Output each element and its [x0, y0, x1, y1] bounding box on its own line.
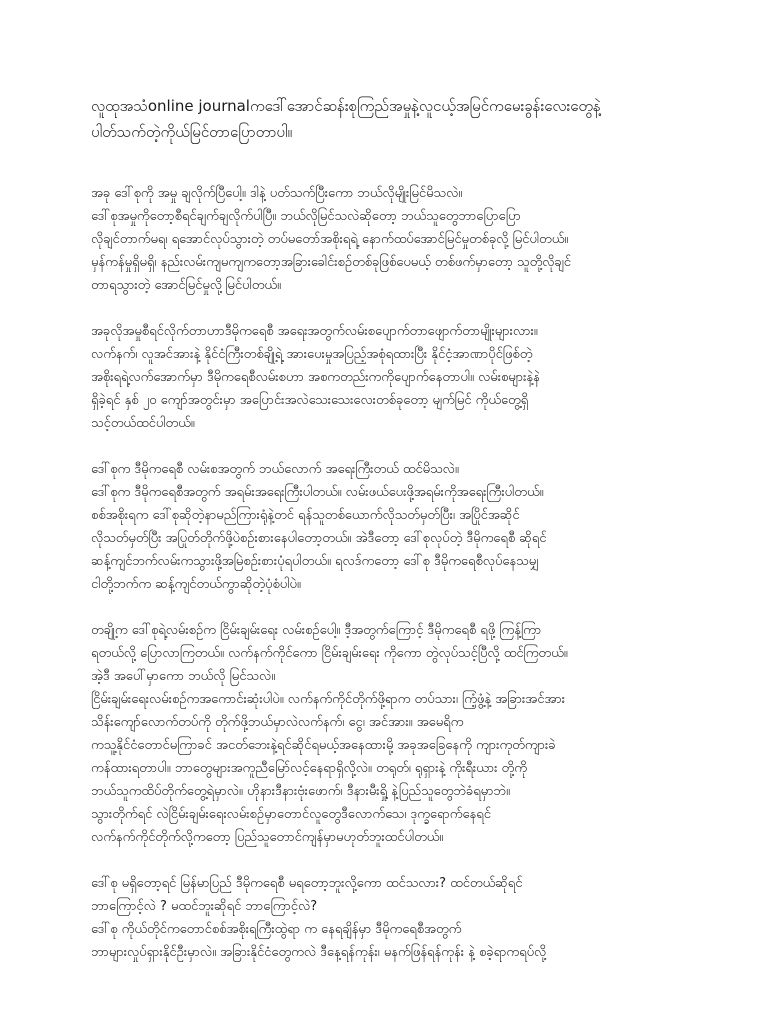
text-line: လက်နက်ကိုင်တိုက်လို့ကတော့ ပြည်သူတောင်ကျန်မှာမဟုတ်ဘူးထင်ပါတယ်။	[91, 830, 444, 845]
paragraph-3	[91, 458, 691, 596]
intro-line: လူထုအသံonline journalကဒေါ်အောင်ဆန်းစုကြည်အမှုနဲ့လူငယ့်အမြင်ကမေးခွန်းလေးတွေနဲ့	[91, 97, 601, 115]
text-line: ရှိခဲ့ရင် နှစ် ၂၀ ကျော်အတွင်းမှာ အပြောင်းအလဲသေးသေးလေးတစ်ခုတော့ မျက်မြင် ကိုယ်တွေ့ရှိ	[91, 393, 529, 408]
text-line: ကသူ့နိုင်ငံတောင်မကြာခင် အငတ်ဘေးနဲ့ရင်ဆိုင်ရမယ့်အနေထားမို့ အခုအခြေနေကို ကျားကုတ်ကျားခဲ	[91, 738, 556, 753]
text-line: လိုချင်တာက်မရ၊ ရအောင်လုပ်သွားတဲ့ တပ်မတော်အစိုးရရဲ့ နောက်ထပ်အောင်မြင်မှုတစ်ခုလို့ မြင်ပါတယ်။	[91, 232, 569, 247]
text-line: ငြိမ်းချမ်းရေးလမ်းစဉ်ကအကောင်းဆုံးပါပဲ။ လက်နက်ကိုင်တိုက်ဖို့ရာက တပ်သား၊ ကြံ့ဖွံ့နဲ့ အခြားအင်အား	[91, 692, 566, 707]
text-line: ဘယ်သူကထိပ်တိုက်တွေ့ရဲမှာလဲ။ ဟိုနားဒီနားဗုံးဖောက်၊ ဒီနားမီးရှို့ နဲ့ပြည်သူတွေဘဲခံရမှာဘဲ။	[91, 784, 510, 799]
paragraph-5	[91, 872, 691, 964]
paragraph-1	[91, 182, 691, 297]
text-line: လိုသတ်မှတ်ပြီး အပြုတ်တိုက်ဖို့ပဲစဉ်းစားနေပါတော့တယ်။ အဲဒီတော့ ဒေါ်စုလုပ်တဲ့ ဒီမိုကရေစီ ဆိုရင်	[91, 531, 547, 546]
text-line: မှန်ကန်မှုရှိမရှိ၊ နည်းလမ်းကျမကျကတော့အခြားခေါင်းစဉ်တစ်ခုဖြစ်ပေမယ့် တစ်ဖက်မှာတော့ သူတို့လိုချင်	[91, 255, 572, 270]
text-line: စစ်အစိုးရက ဒေါ်စုဆိုတဲ့နာမည်ကြားရုံနဲ့တင် ရန်သူတစ်ယောက်လိုသတ်မှတ်ပြီး၊ အပြိုင်အဆိုင်	[91, 508, 520, 523]
text-line: အခု ဒေါ်စုကို အမှု ချလိုက်ပြီပေါ့။ ဒါနဲ့ ပတ်သက်ပြီးကော ဘယ်လိုမျိုးမြင်မိသလဲ။	[91, 186, 463, 201]
text-line: ဒေါ်စု မရှိတော့ရင် မြန်မာပြည် ဒီမိုကရေစီ မရတော့ဘူးလို့ကော ထင်သလား? ထင်တယ်ဆိုရင်	[91, 876, 523, 891]
text-line: ဆန့်ကျင်ဘက်လမ်းကသွားဖို့အမြဲစဉ်းစားပုံရပါတယ်။ ရလဒ်ကတော့ ဒေါ်စု ဒီမိုကရေစီလုပ်နေသမျှ	[91, 554, 539, 569]
text-line: ကန်ထားရတာပါ။ ဘာတွေများအကူညီမြော်လင့်နေရာရှိလို့လဲ။ တရုတ်၊ ရုရှားနဲ့ ကိုးရီးယား တို့ကို	[91, 761, 527, 776]
text-line: တာရသွားတဲ့ အောင်မြင်မှုလို့မြင်ပါတယ်။	[91, 278, 281, 293]
text-line: သင့်တယ်ထင်ပါတယ်။	[91, 416, 195, 431]
text-line: ဒေါ်စုက ဒီမိုကရေစီအတွက် အရမ်းအရေးကြီးပါတယ်။ လမ်းဖယ်ပေးဖို့အရမ်းကိုအရေးကြီးပါတယ်။	[91, 485, 544, 500]
text-line: ဘာကြောင့်လဲ ? မထင်ဘူးဆိုရင် ဘာကြောင့်လဲ?	[91, 899, 318, 914]
intro-line: ပါတ်သက်တဲ့ကိုယ်မြင်တာပြောတာပါ။	[91, 123, 293, 141]
text-line: ငါတို့ဘက်က ဆန့်ကျင်တယ်ကွာဆိုတဲ့ပုံစံပါပဲ။	[91, 577, 301, 592]
text-line: အခုလိုအမှုစီရင်လိုက်တာဟာဒီမိုကရေစီ အရေးအတွက်လမ်းစပျောက်တာဖျောက်တာမျိုးများလား။	[91, 324, 538, 339]
document-body	[91, 182, 691, 987]
paragraph-2	[91, 320, 691, 435]
text-line: ဒေါ်စုက ဒီမိုကရေစီ လမ်းစအတွက် ဘယ်လောက် အရေးကြီးတယ် ထင်မိသလဲ။	[91, 462, 459, 477]
text-line: သွားတိုက်ရင် လဲငြိမ်းချမ်းရေးလမ်းစဉ်မှာတောင်လူတွေဒီလောက်သေ၊ ဒုက္ခရောက်နေရင်	[91, 807, 491, 822]
text-line: လက်နက်၊ လူအင်အားနဲ့ နိုင်ငံကြီးတစ်ချို့ရဲ့ အားပေးမှုအပြည့်အစုံရထားပြီး နိုင်ငံ့အာဏာပိုင်ဖြစ်တဲ့	[91, 347, 533, 362]
text-line: ဒေါ်စု ကိုယ်တိုင်ကတောင်စစ်အစိုးရကြီးထွဲရာ က နေရချိန်မှာ ဒီမိုကရေစီအတွက်	[91, 922, 462, 937]
text-line: ဒေါ်စုအမှုကိုတော့စီရင်ချက်ချလိုက်ပါပြီ။ ဘယ်လိုမြင်သလဲဆိုတော့ ဘယ်သူတွေဘာပြောပြော	[91, 209, 521, 224]
text-line: အဲ့ဒီ အပေါ်မှာကော ဘယ်လို မြင်သလဲ။	[91, 669, 276, 684]
intro-heading	[91, 93, 691, 145]
text-line: တချို့က ဒေါ်စုရဲ့လမ်းစဉ်က ငြိမ်းချမ်းရေး လမ်းစဉ်ပေါ့။ ဒီ့အတွက်ကြောင့် ဒီမိုကရေစီ ရဖို့ ကြန့်ကြာ	[91, 623, 542, 638]
text-line: ရတယ်လို့ ပြောလာကြတယ်။ လက်နက်ကိုင်ကော ငြိမ်းချမ်းရေး ကိုကော တွဲလုပ်သင့်ပြီလို့ ထင်ကြတယ်။	[91, 646, 568, 661]
text-line: အစိုးရရဲ့လက်အောက်မှာ ဒီမိုကရေစီလမ်းစဟာ အစကတည်းကကိုပျောက်နေတာပါ။ လမ်းစများနဲ့နဲ	[91, 370, 540, 385]
text-line: ဘာများလှုပ်ရှားနိုင်ဦးမှာလဲ။ အခြားနိုင်ငံတွေကလဲ ဒီနေ့ရန်ကုန်း၊ မနက်ဖြန်ရန်ကုန်း နဲ့ စခဲ့ရာကရပ်လို့	[91, 945, 547, 960]
text-line: သိန်းကျော်လောက်တပ်ကို တိုက်ဖို့ဘယ်မှာလဲလက်နက်၊ ငွေ၊ အင်အား။ အမေရိက	[91, 715, 464, 730]
paragraph-4	[91, 619, 691, 849]
